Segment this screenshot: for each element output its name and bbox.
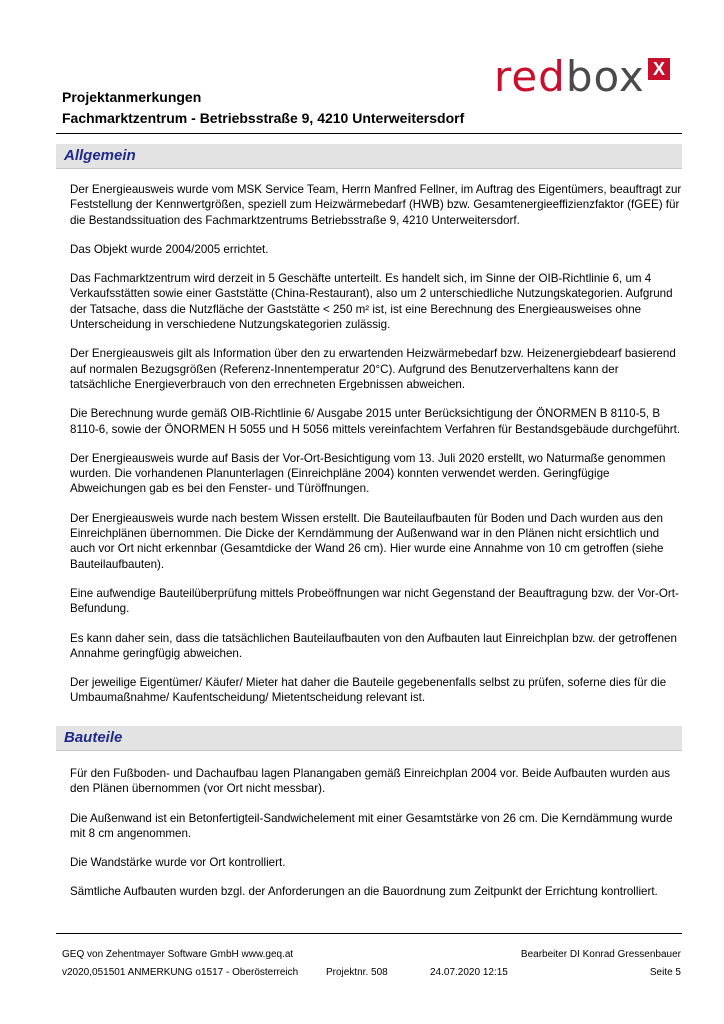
page-header (62, 88, 682, 128)
paragraph: Die Außenwand ist ein Betonfertigteil-Sandwichelement mit einer Gesamtstärke von 26 cm. Die Kerndämmung wurde mit 8 cm angenommen. (70, 811, 673, 840)
paragraph: Die Wandstärke wurde vor Ort kontrolliert. (70, 856, 286, 870)
logo-x-mark: X (648, 58, 670, 80)
section-title: Allgemein (64, 147, 136, 164)
paragraph: Der Energieausweis wurde vom MSK Service Team, Herrn Manfred Fellner, im Auftrag des Eigentümers, beauftragt zur Feststellung der Kennwertgrößen, speziell zum Heizwärmebedarf (HWB) bzw. Gesamtenergieeffizienzfaktor (fGEE) für die Bestandssituation des Fachmarktzentrums Betriebsstraße 9, 4210 Unterweitersdorf. (70, 183, 682, 227)
paragraph: Der Energieausweis gilt als Information über den zu erwartenden Heizwärmebedarf bzw. Heizenergiebdearf basierend auf normalen Bezugsgrößen (Referenz-Innentemperatur 20°C). Aufgrund des Benutzerverhaltens kann der tatsächliche Energieverbrauch von den errechneten Ergebnissen abweichen. (70, 347, 676, 391)
paragraph: Der jeweilige Eigentümer/ Käufer/ Mieter hat daher die Bauteile gegebenenfalls selbst zu prüfen, soferne dies für die Umbaumaßnahme/ Kaufentscheidung/ Mietentscheidung relevant ist. (70, 676, 667, 705)
paragraph: Die Berechnung wurde gemäß OIB-Richtlinie 6/ Ausgabe 2015 unter Berücksichtigung der ÖNORMEN B 8110-5, B 8110-6, sowie der ÖNORMEN H 5055 und H 5056 mittels vereinfachtem Verfahren für Bestandsgebäude durchgeführt. (70, 407, 681, 436)
paragraph: Das Objekt wurde 2004/2005 errichtet. (70, 242, 269, 256)
paragraph: Der Energieausweis wurde nach bestem Wissen erstellt. Die Bauteilaufbauten für Boden und Dach wurden aus den Einreichplänen übernommen. Die Dicke der Kerndämmung der Außenwand war in den Plänen nicht ersichtlich und auch vor Ort nicht erkennbar (Gesamtdicke der Wand 26 cm). Hier wurde eine Annahme von 10 cm getroffen (siehe Bauteilaufbauten). (70, 511, 664, 571)
section-title: Bauteile (64, 729, 123, 746)
footer-page-number: Seite 5 (649, 967, 681, 978)
paragraph: Für den Fußboden- und Dachaufbau lagen Planangaben gemäß Einreichplan 2004 vor. Beide Aufbauten wurden aus den Plänen übernommen (vor Ort nicht messbar). (70, 767, 671, 796)
paragraph: Sämtliche Aufbauten wurden bzgl. der Anforderungen an die Bauordnung zum Zeitpunkt der Errichtung kontrolliert. (70, 885, 658, 899)
footer-datetime: 24.07.2020 12:15 (430, 967, 508, 978)
footer-version: v2020,051501 ANMERKUNG o1517 - Oberösterreich (62, 967, 299, 978)
footer-software: GEQ von Zehentmayer Software GmbH www.geq.at (62, 949, 294, 960)
paragraph: Es kann daher sein, dass die tatsächlichen Bauteilaufbauten von den Aufbauten laut Einreichplan bzw. der getroffenen Annahme geringfügig abweichen. (70, 631, 677, 660)
footer-divider (56, 933, 682, 934)
section-body-allgemein (70, 182, 682, 720)
footer-project-number: Projektnr. 508 (326, 967, 388, 978)
paragraph: Eine aufwendige Bauteilüberprüfung mittels Probeöffnungen war nicht Gegenstand der Beauftragung bzw. der Vor-Ort-Befundung. (70, 586, 679, 616)
logo-text-red: red (494, 52, 566, 101)
page-title: Projektanmerkungen (62, 89, 202, 105)
header-divider (56, 133, 682, 134)
section-body-bauteile (70, 766, 682, 914)
paragraph: Der Energieausweis wurde auf Basis der Vor-Ort-Besichtigung vom 13. Juli 2020 erstellt, wo Naturmaße genommen wurden. Die vorhandenen Planunterlagen (Einreichpläne 2004) konnten verwendet werden. Geringfügige Abweichungen gab es bei den Fenster- und Türöffnungen. (70, 451, 666, 496)
logo-text-dark: box (565, 52, 645, 101)
paragraph: Das Fachmarktzentrum wird derzeit in 5 Geschäfte unterteilt. Es handelt sich, im Sinne der OIB-Richtlinie 6, um 4 Verkaufsstätten sowie einer Gaststätte (China-Restaurant), also um 2 unterschiedliche Nutzungskategorien. Aufgrund der Tatsache, dass die Nutzfläche der Gaststätte < 250 m² ist, ist eine Berechnung des Energieausweises ohne Unterscheidung in verschiedene Nutzungskategorien zulässig. (70, 272, 673, 332)
section-heading-bauteile (56, 726, 682, 751)
section-heading-allgemein (56, 144, 682, 169)
page-subtitle: Fachmarktzentrum - Betriebsstraße 9, 4210 Unterweitersdorf (62, 110, 465, 126)
footer-editor: Bearbeiter DI Konrad Gressenbauer (520, 949, 681, 960)
